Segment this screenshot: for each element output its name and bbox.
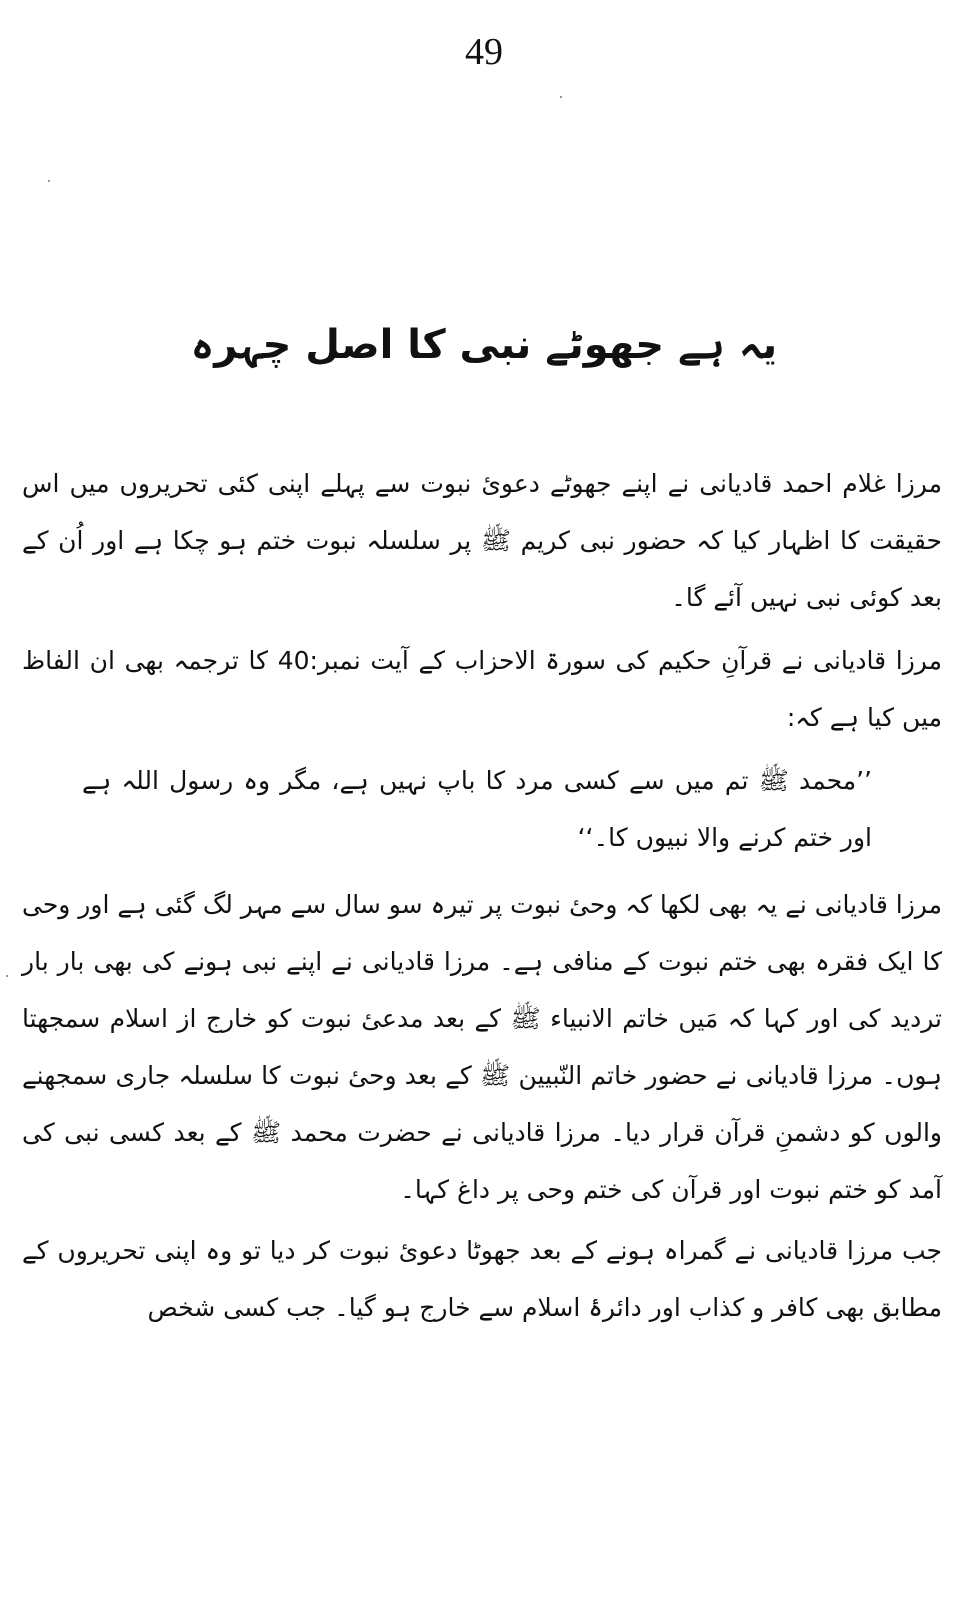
scan-speck — [48, 180, 50, 182]
paragraph-1: مرزا غلام احمد قادیانی نے اپنے جھوٹے دعویٔ نبوت سے پہلے اپنی کئی تحریروں میں اس حقیقت کا اظہار کیا کہ حضور نبی کریم ﷺ پر سلسلہ نبوت ختم ہو چکا ہے اور اُن کے بعد کوئی نبی نہیں آئے گا۔ — [22, 469, 942, 612]
paragraph-2: مرزا قادیانی نے قرآنِ حکیم کی سورۃ الاحزاب کے آیت نمبر:40 کا ترجمہ بھی ان الفاظ میں کیا ہے کہ: — [22, 646, 942, 732]
page-heading: یہ ہے جھوٹے نبی کا اصل چہرہ — [190, 322, 778, 368]
paragraph-3: مرزا قادیانی نے یہ بھی لکھا کہ وحیٔ نبوت پر تیرہ سو سال سے مہر لگ گئی ہے اور وحی کا ایک فقرہ بھی ختم نبوت کے منافی ہے۔ مرزا قادیانی نے اپنے نبی ہونے کی بھی بار بار تردید کی اور کہا کہ مَیں خاتم الانبیاء ﷺ کے بعد مدعیٔ نبوت کو خارج از اسلام سمجھتا ہوں۔ مرزا قادیانی نے حضور خاتم النّبیین ﷺ کے بعد وحیٔ نبوت کا سلسلہ جاری سمجھنے والوں کو دشمنِ قرآن قرار دیا۔ مرزا قادیانی نے حضرت محمد ﷺ کے بعد کسی نبی کی آمد کو ختم نبوت اور قرآن کی ختم وحی پر داغ کہا۔ — [22, 890, 942, 1204]
paragraph-4: جب مرزا قادیانی نے گمراہ ہونے کے بعد جھوٹا دعویٔ نبوت کر دیا تو وہ اپنی تحریروں کے مطابق بھی کافر و کذاب اور دائرۂ اسلام سے خارج ہو گیا۔ جب کسی شخص — [22, 1236, 942, 1322]
quranic-translation-quote: ’’محمد ﷺ تم میں سے کسی مرد کا باپ نہیں ہے، مگر وہ رسول اللہ ہے اور ختم کرنے والا نبیوں کا۔‘‘ — [82, 766, 872, 852]
page-number: 49 — [465, 31, 503, 73]
scan-speck — [6, 975, 8, 977]
body-text — [22, 455, 942, 1336]
scan-speck — [560, 96, 562, 98]
